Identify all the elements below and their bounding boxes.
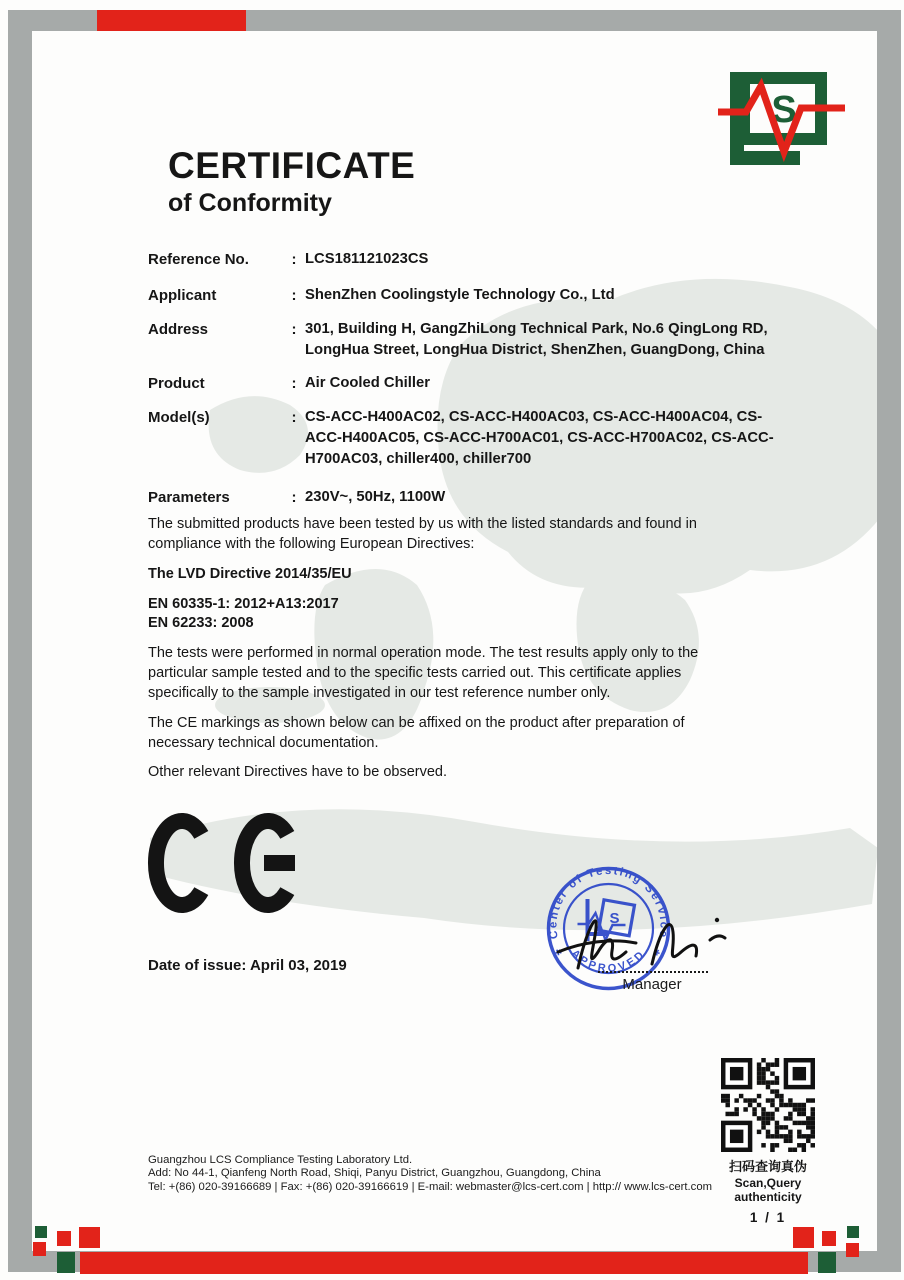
field-colon: :	[291, 287, 297, 304]
body-block	[148, 514, 748, 792]
deco-bar-right-green	[818, 1252, 836, 1273]
deco-square-right-red-big	[793, 1227, 814, 1248]
field-colon: :	[291, 321, 297, 338]
field-label: Product	[148, 375, 205, 392]
field-value: Air Cooled Chiller	[305, 375, 430, 391]
page-subtitle: of Conformity	[168, 189, 332, 217]
signature-line	[598, 957, 708, 973]
field-value: CS-ACC-H400AC02, CS-ACC-H400AC03, CS-ACC-H400AC04, CS-ACC-H400AC05, CS-ACC-H700AC01, CS-ACC-H700AC02, CS-ACC-H700AC03, chiller400, chiller700	[305, 409, 774, 467]
stamp-star-left: *	[552, 946, 569, 964]
footer-address: Add: No 44-1, Qianfeng North Road, Shiqi, Panyu District, Guangzhou, Guangdong, China	[148, 1167, 601, 1180]
standard-item: EN 60335-1: 2012+A13:2017	[148, 596, 339, 612]
paragraph-other-directives: Other relevant Directives have to be observed.	[148, 764, 448, 780]
stamp-ring-text: Center of Testing Service	[547, 864, 670, 940]
qr-caption-zh: 扫码查询真伪	[728, 1159, 807, 1174]
field-label: Reference No.	[148, 251, 249, 268]
deco-square-left-red-big	[79, 1227, 100, 1248]
field-label: Address	[148, 321, 209, 338]
field-colon: :	[291, 489, 297, 506]
stamp-approved-text: APPROVED	[568, 947, 649, 976]
top-red-accent	[97, 10, 246, 31]
standards-list	[148, 595, 748, 632]
standard-item: EN 62233: 2008	[148, 614, 254, 631]
qr-code	[721, 1058, 815, 1152]
lcs-logo	[700, 62, 850, 172]
title-block	[168, 146, 415, 217]
qr-caption-en: Scan,Query authenticity	[734, 1176, 802, 1204]
logo-letter: S	[771, 89, 797, 131]
footer-contacts: Tel: +(86) 020-39166689 | Fax: +(86) 020-39166619 | E-mail: webmaster@lcs-cert.com | http:// www.lcs-cert.com	[148, 1180, 713, 1193]
field-value: LCS181121023CS	[305, 251, 429, 267]
field-row-parameters	[148, 487, 798, 508]
page-number: 1 / 1	[749, 1210, 787, 1225]
field-value: 230V~, 50Hz, 1100W	[305, 489, 446, 505]
directive-line: The LVD Directive 2014/35/EU	[148, 566, 352, 582]
field-row-address	[148, 319, 798, 361]
deco-square-left-red-small	[33, 1242, 46, 1256]
bottom-red-bar	[80, 1252, 808, 1274]
paragraph-tests: The tests were performed in normal operation mode. The test results apply only to the particular sample tested and to the specific tests carried out. This certificate applies specifically to the sample investigated in our test reference number only.	[148, 645, 699, 701]
footer-company: Guangzhou LCS Compliance Testing Laboratory Ltd.	[148, 1154, 413, 1166]
field-row-reference	[148, 249, 798, 270]
field-colon: :	[291, 251, 297, 268]
field-row-product	[148, 373, 798, 394]
qr-block	[710, 1058, 826, 1225]
deco-square-left-green	[35, 1226, 47, 1238]
frame-right-bar	[877, 10, 901, 1272]
stamp-star-right: *	[646, 946, 663, 964]
paragraph-intro: The submitted products have been tested by us with the listed standards and found in compliance with the following European Directives:	[148, 516, 697, 552]
field-label: Model(s)	[148, 409, 210, 426]
field-row-models	[148, 407, 798, 470]
field-value: ShenZhen Coolingstyle Technology Co., Ltd	[305, 287, 615, 303]
paragraph-ce-markings: The CE markings as shown below can be affixed on the product after preparation of necessary technical documentation.	[148, 715, 685, 751]
fields-block	[148, 249, 798, 508]
field-value: 301, Building H, GangZhiLong Technical Park, No.6 QingLong RD, LongHua Street, LongHua District, ShenZhen, GuangDong, China	[305, 321, 768, 358]
field-row-applicant	[148, 285, 798, 306]
footer-block	[148, 1154, 748, 1194]
deco-bar-left-green	[57, 1252, 75, 1273]
field-colon: :	[291, 375, 297, 392]
field-label: Parameters	[148, 489, 230, 506]
field-colon: :	[291, 409, 297, 426]
deco-square-right-green	[847, 1226, 859, 1238]
deco-square-right-red-mid	[822, 1231, 836, 1246]
page-title: CERTIFICATE	[168, 145, 416, 186]
deco-square-left-red-mid	[57, 1231, 71, 1246]
frame-left-bar	[8, 10, 32, 1272]
date-of-issue: Date of issue: April 03, 2019	[148, 957, 347, 974]
deco-square-right-red-small	[846, 1243, 859, 1257]
stamp-logo-letter: S	[609, 910, 620, 927]
ce-mark	[146, 810, 296, 916]
field-label: Applicant	[148, 287, 217, 304]
signer-title: Manager	[622, 976, 682, 993]
